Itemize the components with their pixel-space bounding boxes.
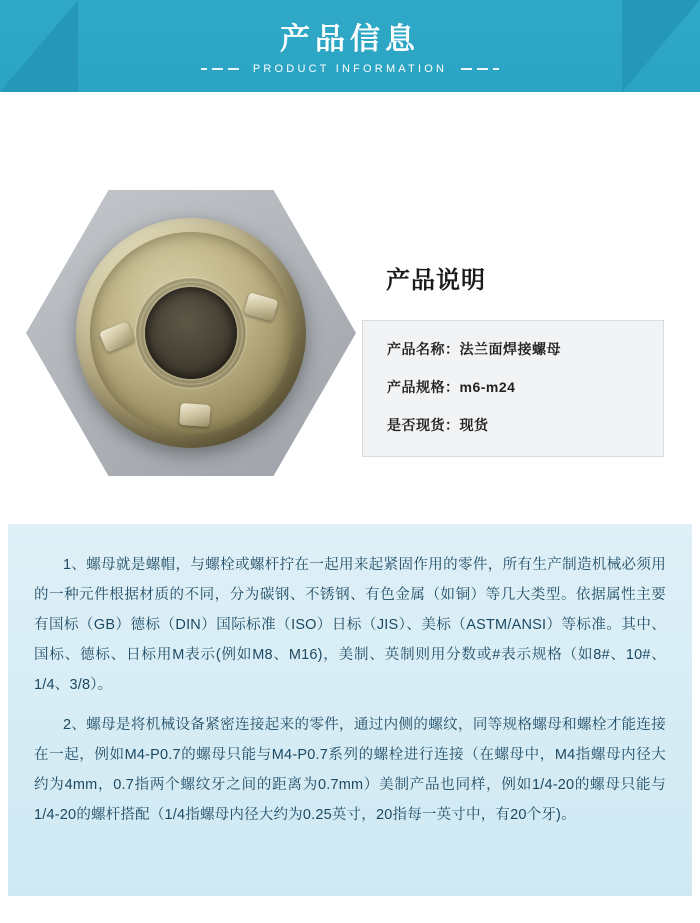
right-dash-decoration [447,68,513,70]
product-image-hexagon-frame [26,190,356,476]
product-photo-welding-nut [76,218,306,448]
spec-value-name: 法兰面焊接螺母 [459,341,561,357]
spec-row-stock [387,415,663,435]
spec-label-size: 产品规格： [387,379,460,395]
product-spec-card [362,320,664,457]
nut-center-hole [145,287,237,379]
page-header [0,0,700,92]
product-section [0,92,700,524]
description-block [8,524,692,896]
header-subtitle-row [0,63,700,75]
description-paragraph-2: 2、螺母是将机械设备紧密连接起来的零件，通过内侧的螺纹，同等规格螺母和螺栓才能连接在一起，例如M4-P0.7的螺母只能与M4-P0.7系列的螺栓进行连接（在螺母中，M4指螺母内径大约为4mm，0.7指两个螺纹牙之间的距离为0.7mm）美制产品也同样，例如1/4-20的螺母只能与1/4-20的螺杆搭配（1/4指螺母内径大约为0.25英寸，20指每一英寸中，有20个牙)。 [34,717,666,823]
header-content [0,0,700,92]
product-description-heading: 产品说明 [386,267,486,294]
spec-row-name [387,339,663,359]
spec-value-stock: 现货 [459,417,489,433]
left-dash-decoration [187,68,253,70]
spec-label-stock: 是否现货： [387,417,460,433]
description-paragraph-1: 1、螺母就是螺帽，与螺栓或螺杆拧在一起用来起紧固作用的零件，所有生产制造机械必须用的一种元件根据材质的不同，分为碳钢、不锈钢、有色金属（如铜）等几大类型。依据属性主要有国标（GB）德标（DIN）国际标准（ISO）日标（JIS）、美标（ASTM/ANSI）等标准。其中、国标、德标、日标用M表示(例如M8、M16)，美制、英制则用分数或#表示规格（如8#、10#、1/4、3/8）。 [34,557,666,693]
spec-row-size [387,377,663,397]
header-title: 产品信息 [280,22,420,56]
header-subtitle: PRODUCT INFORMATION [252,63,448,76]
spec-label-name: 产品名称： [387,341,460,357]
spec-value-size: m6-m24 [459,379,516,395]
nut-weld-tab-3 [179,403,210,427]
